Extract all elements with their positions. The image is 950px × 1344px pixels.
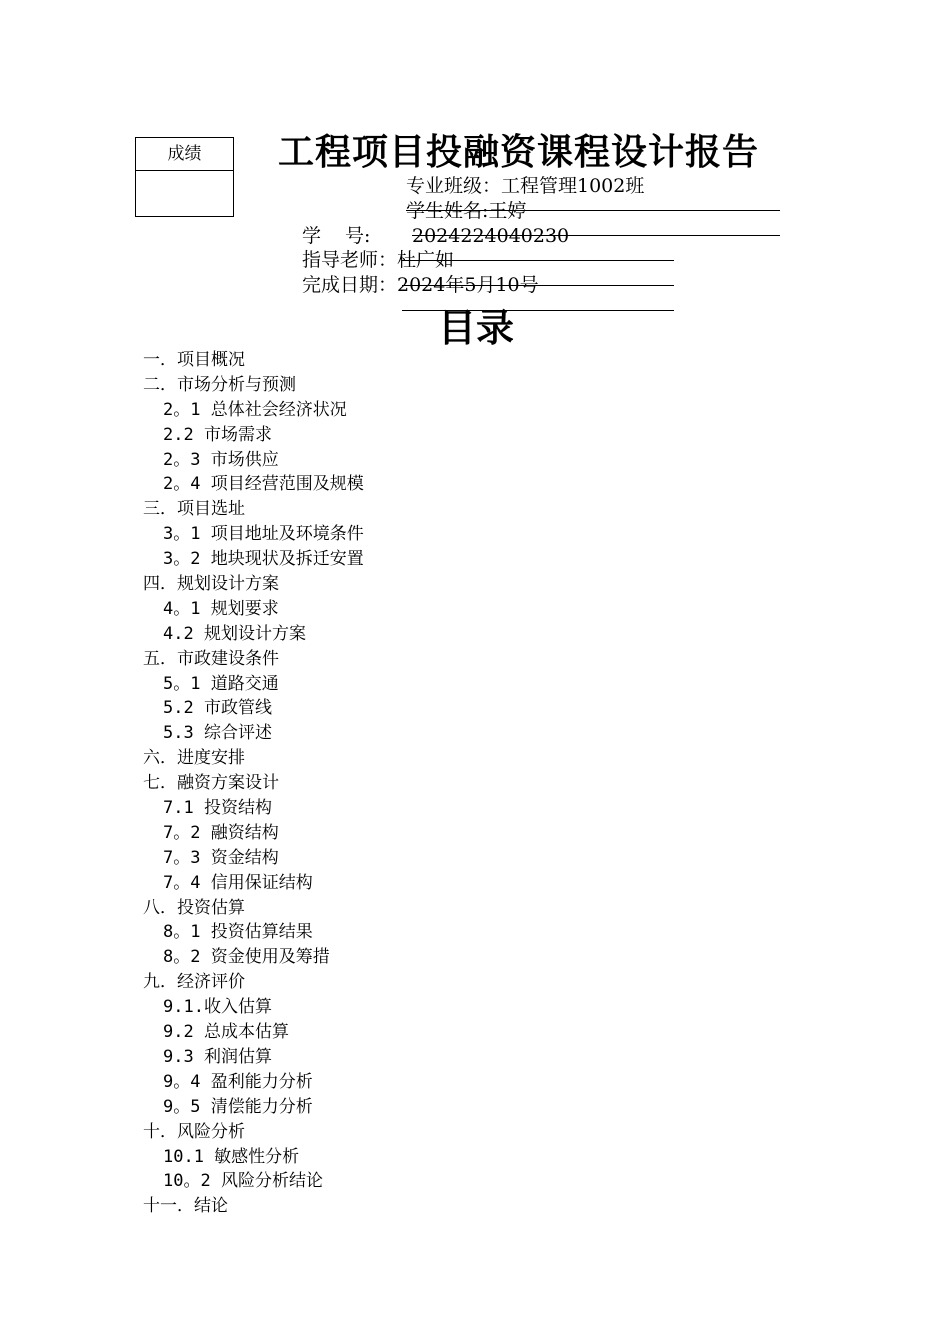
- toc-subsection-item: 7.1 投资结构: [163, 798, 272, 819]
- toc-section-item: 八．投资估算: [143, 897, 245, 918]
- toc-subsection-item: 5.2 市政管线: [163, 698, 272, 719]
- teacher-line: 指导老师：杜广如: [302, 249, 455, 271]
- toc-subsection-item: 7。3 资金结构: [163, 847, 279, 868]
- toc-section-item: 三．项目选址: [143, 499, 245, 520]
- toc-section-item: 五．市政建设条件: [143, 648, 279, 669]
- toc-subsection-item: 4。1 规划要求: [163, 598, 279, 619]
- student-line: 学生姓名:王婷: [406, 200, 527, 222]
- toc-subsection-item: 7。2 融资结构: [163, 822, 279, 843]
- toc-subsection-item: 7。4 信用保证结构: [163, 872, 313, 893]
- toc-subsection-item: 2。4 项目经营范围及规模: [163, 474, 364, 495]
- toc-subsection-item: 9。5 清偿能力分析: [163, 1096, 313, 1117]
- table-of-contents: [143, 348, 364, 1219]
- toc-subsection-item: 10。2 风险分析结论: [163, 1171, 323, 1192]
- toc-subsection-item: 5。1 道路交通: [163, 673, 279, 694]
- toc-subsection-item: 10.1 敏感性分析: [163, 1146, 300, 1167]
- toc-subsection-item: 5.3 综合评述: [163, 723, 272, 744]
- toc-section-item: 十．风险分析: [143, 1121, 245, 1142]
- date-line: 完成日期：2024年5月10号: [302, 274, 539, 296]
- toc-subsection-item: 9.2 总成本估算: [163, 1022, 289, 1043]
- date-underline: [402, 285, 674, 286]
- grade-label: 成绩: [136, 138, 233, 171]
- toc-subsection-item: 9。4 盈利能力分析: [163, 1071, 313, 1092]
- grade-box: [135, 137, 234, 217]
- toc-subsection-item: 8。1 投资估算结果: [163, 922, 313, 943]
- toc-subsection-item: 9.3 利润估算: [163, 1046, 272, 1067]
- toc-section-item: 十一．结论: [143, 1196, 228, 1217]
- toc-subsection-item: 4.2 规划设计方案: [163, 623, 306, 644]
- toc-subsection-item: 3。2 地块现状及拆迁安置: [163, 549, 364, 570]
- toc-section-item: 四．规划设计方案: [143, 574, 279, 595]
- toc-section-item: 一．项目概况: [143, 350, 245, 370]
- id-underline: [412, 235, 780, 236]
- toc-subsection-item: 2。3 市场供应: [163, 449, 279, 470]
- id-value: 2024224040230: [412, 225, 570, 247]
- toc-subsection-item: 2.2 市场需求: [163, 424, 272, 445]
- teacher-underline: [402, 260, 674, 261]
- report-title: 工程项目投融资课程设计报告: [278, 132, 760, 173]
- class-line: 专业班级：工程管理1002班: [406, 175, 645, 197]
- student-underline: [406, 210, 780, 211]
- toc-section-item: 六．进度安排: [143, 748, 245, 769]
- toc-subsection-item: 2。1 总体社会经济状况: [163, 399, 347, 420]
- toc-subsection-item: 9.1.收入估算: [163, 997, 272, 1018]
- toc-heading: 目录: [438, 306, 515, 350]
- toc-subsection-item: 8。2 资金使用及筹措: [163, 947, 330, 968]
- toc-section-item: 九．经济评价: [143, 972, 245, 993]
- toc-section-item: 七．融资方案设计: [143, 773, 279, 794]
- id-label: 学 号:: [302, 225, 371, 247]
- toc-section-item: 二．市场分析与预测: [143, 374, 296, 395]
- toc-subsection-item: 3。1 项目地址及环境条件: [163, 524, 364, 545]
